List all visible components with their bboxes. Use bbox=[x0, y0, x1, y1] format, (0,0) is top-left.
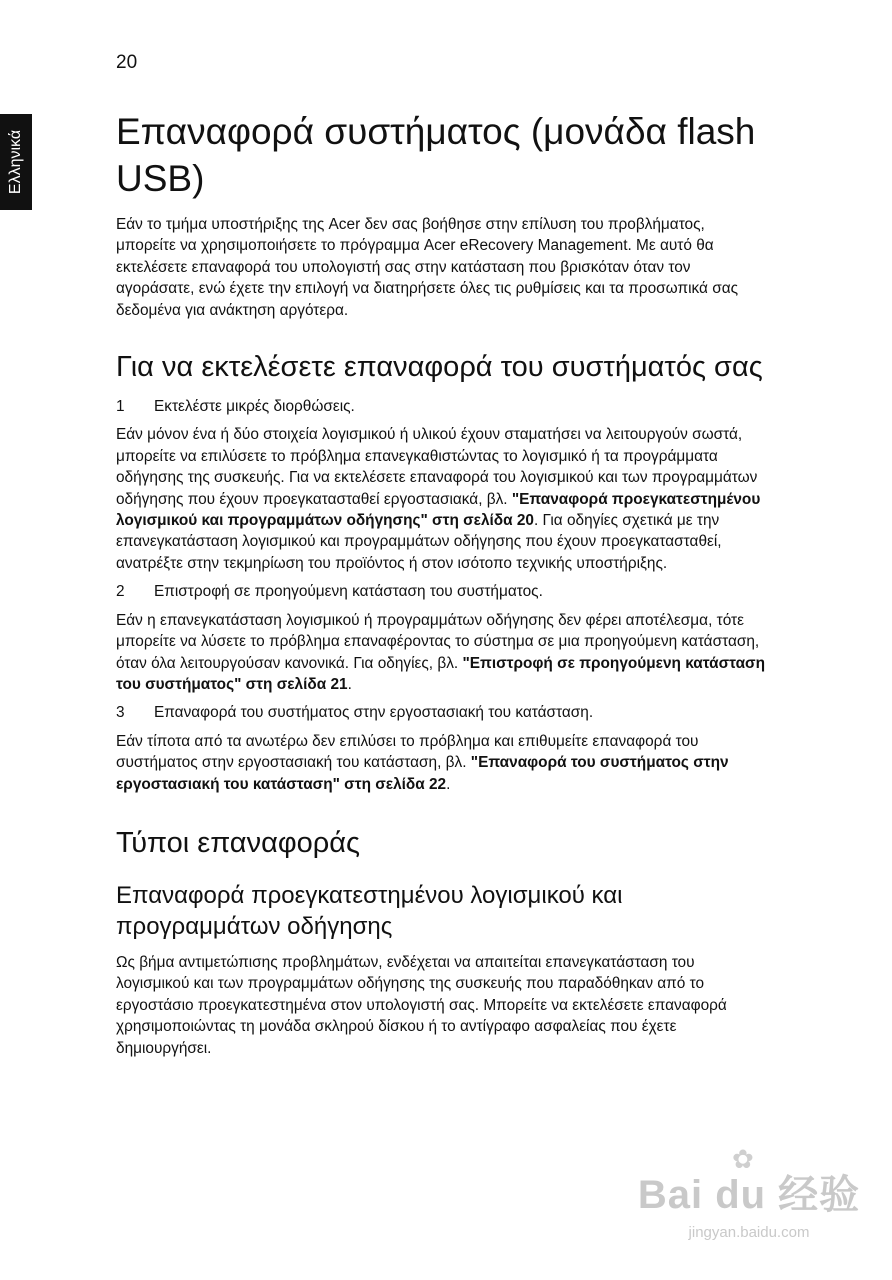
step-2 bbox=[116, 581, 766, 602]
language-tab-label: Ελληνικά bbox=[7, 129, 24, 195]
page-number: 20 bbox=[116, 52, 138, 73]
language-tab bbox=[0, 114, 32, 210]
cross-reference-link[interactable]: "Επαναφορά προεγκατεστημένου λογισμικού και προγραμμάτων οδήγησης" στη σελίδα 20 bbox=[116, 490, 761, 530]
step-1 bbox=[116, 396, 766, 417]
step-text: Επαναφορά του συστήματος στην εργοστασιακή του κατάσταση. bbox=[154, 704, 594, 722]
step-3 bbox=[116, 702, 766, 723]
watermark-logo: Bai du 经验 bbox=[637, 1173, 861, 1217]
intro-paragraph: Εάν το τμήμα υποστήριξης της Acer δεν σας βοήθησε στην επίλυση του προβλήματος, μπορείτε να χρησιμοποιήσετε το πρόγραμμα Acer eRecovery Management. Με αυτό θα εκτελέσετε επαναφορά του υπολογιστή σας στην κατάσταση που βρισκόταν όταν τον αγοράσατε, ενώ έχετε την επιλογή να διατηρήσετε όλες τις ρυθμίσεις και τα προσωπικά σας δεδομένα για ανάκτηση αργότερα. bbox=[116, 216, 739, 319]
step-3-body: Εάν τίποτα από τα ανωτέρω δεν επιλύσει το πρόβλημα και επιθυμείτε επαναφορά του συστήματος στην εργοστασιακή του κατάσταση, βλ. "Επαναφορά του συστήματος στην εργοστασιακή του κατάσταση" στη σελίδα 22. bbox=[116, 732, 729, 793]
section-heading-restore-types: Τύποι επαναφοράς bbox=[116, 826, 361, 859]
paw-icon: ✿ bbox=[732, 1144, 754, 1174]
step-number: 2 bbox=[116, 583, 125, 601]
cross-reference-link[interactable]: "Επιστροφή σε προηγούμενη κατάσταση του συστήματος" στη σελίδα 21 bbox=[116, 654, 765, 693]
section-heading-restore-system: Για να εκτελέσετε επαναφορά του συστήματός σας bbox=[116, 351, 763, 384]
page-title: Επαναφορά συστήματος (μονάδα flash USB) bbox=[116, 111, 756, 199]
subsection-heading: Επαναφορά προεγκατεστημένου λογισμικού και προγραμμάτων οδήγησης bbox=[116, 881, 623, 940]
cross-reference-link[interactable]: "Επαναφορά του συστήματος στην εργοστασιακή του κατάσταση" στη σελίδα 22 bbox=[116, 754, 729, 793]
step-text: Επιστροφή σε προηγούμενη κατάσταση του συστήματος. bbox=[154, 583, 543, 601]
step-1-body: Εάν μόνον ένα ή δύο στοιχεία λογισμικού ή υλικού έχουν σταματήσει να λειτουργούν σωστά, μπορείτε να επιλύσετε το πρόβλημα επανεγκαθιστώντας το λογισμικό ή τα προγράμματα οδήγησης της συσκευής. Για να εκτελέσετε επαναφορά του λογισμικού και των προγραμμάτων οδήγησης που έχουν προεγκατασταθεί εργοστασιακά, βλ. "Επαναφορά προεγκατεστημένου λογισμικού και προγραμμάτων οδήγησης" στη σελίδα 20. Για οδηγίες σχετικά με την επανεγκατάσταση λογισμικού και προγραμμάτων οδήγησης που έχουν προεγκατασταθεί, ανατρέξτε στην τεκμηρίωση του προϊόντος ή στον ισότοπο τεχνικής υποστήριξης. bbox=[116, 426, 761, 572]
watermark-url: jingyan.baidu.com bbox=[688, 1224, 810, 1241]
watermark bbox=[636, 1144, 862, 1256]
step-text: Εκτελέστε μικρές διορθώσεις. bbox=[154, 398, 355, 416]
page-content bbox=[116, 108, 766, 1059]
subsection-paragraph: Ως βήμα αντιμετώπισης προβλημάτων, ενδέχεται να απαιτείται επανεγκατάσταση του λογισμικού και των προγραμμάτων οδήγησης της συσκευής που παραδόθηκαν από το εργοστάσιο προεγκατεστημένα στον υπολογιστή σας. Μπορείτε να εκτελέσετε επαναφορά χρησιμοποιώντας τη μονάδα σκληρού δίσκου ή το αντίγραφο ασφαλείας που έχετε δημιουργήσει. bbox=[116, 953, 727, 1057]
step-2-body: Εάν η επανεγκατάσταση λογισμικού ή προγραμμάτων οδήγησης δεν φέρει αποτέλεσμα, τότε μπορείτε να λύσετε το πρόβλημα επαναφέροντας το σύστημα σε μια προηγούμενη κατάσταση, όταν όλα λειτουργούσαν κανονικά. Για οδηγίες, βλ. "Επιστροφή σε προηγούμενη κατάσταση του συστήματος" στη σελίδα 21. bbox=[116, 611, 765, 693]
step-number: 3 bbox=[116, 704, 125, 722]
step-number: 1 bbox=[116, 398, 125, 416]
